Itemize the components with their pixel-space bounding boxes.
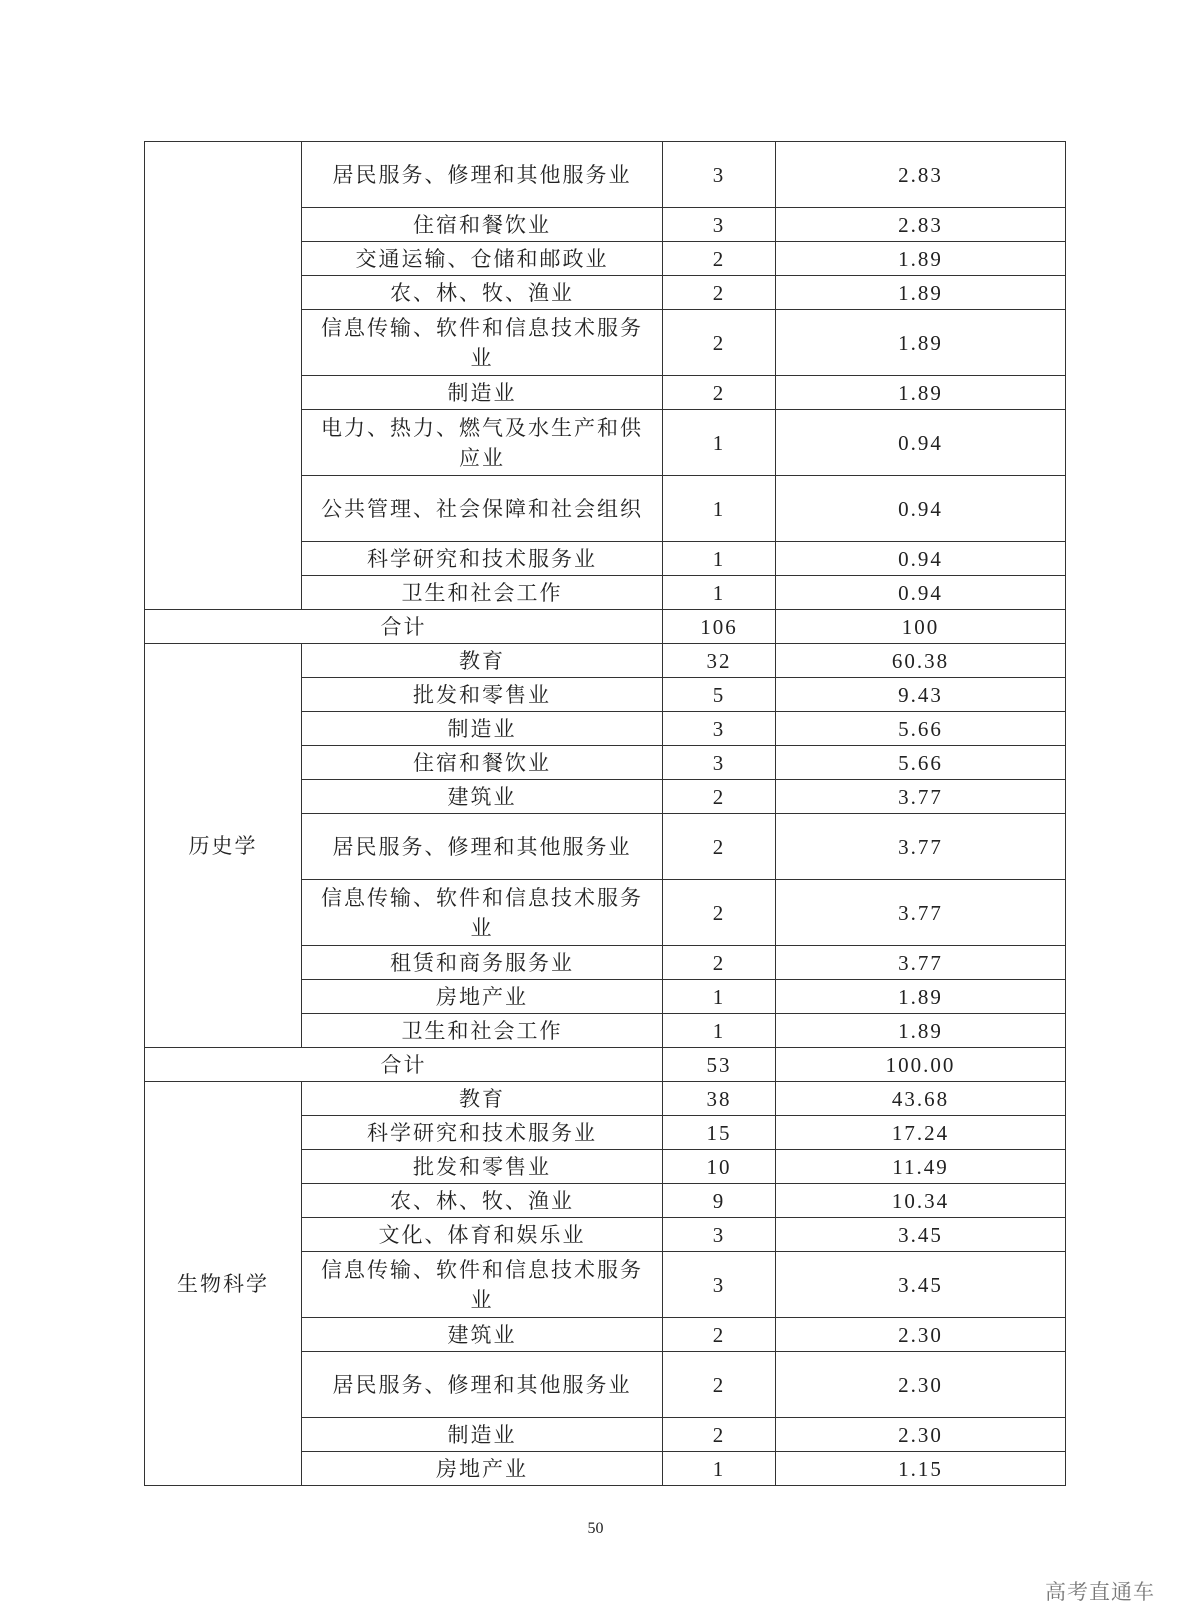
- count-cell: 1: [663, 576, 776, 610]
- count-cell: 10: [663, 1150, 776, 1184]
- count-cell: 3: [663, 1252, 776, 1318]
- industry-cell: 公共管理、社会保障和社会组织: [302, 476, 663, 542]
- industry-cell: 电力、热力、燃气及水生产和供应业: [302, 410, 663, 476]
- count-cell: 38: [663, 1082, 776, 1116]
- employment-industry-table: [144, 141, 1066, 1486]
- industry-cell: 批发和零售业: [302, 1150, 663, 1184]
- percent-cell: 3.77: [776, 814, 1066, 880]
- industry-cell: 建筑业: [302, 1318, 663, 1352]
- percent-cell: 0.94: [776, 542, 1066, 576]
- percent-cell: 0.94: [776, 576, 1066, 610]
- percent-cell: 2.30: [776, 1352, 1066, 1418]
- table-row: [145, 1082, 1066, 1116]
- count-cell: 3: [663, 746, 776, 780]
- industry-cell: 信息传输、软件和信息技术服务业: [302, 880, 663, 946]
- count-cell: 1: [663, 410, 776, 476]
- count-cell: 1: [663, 476, 776, 542]
- percent-cell: 1.89: [776, 376, 1066, 410]
- percent-cell: 17.24: [776, 1116, 1066, 1150]
- percent-cell: 3.77: [776, 780, 1066, 814]
- industry-cell: 农、林、牧、渔业: [302, 1184, 663, 1218]
- percent-cell: 2.83: [776, 208, 1066, 242]
- percent-cell: 9.43: [776, 678, 1066, 712]
- industry-cell: 制造业: [302, 1418, 663, 1452]
- count-cell: 5: [663, 678, 776, 712]
- industry-cell: 科学研究和技术服务业: [302, 1116, 663, 1150]
- percent-cell: 3.45: [776, 1252, 1066, 1318]
- industry-cell: 租赁和商务服务业: [302, 946, 663, 980]
- count-cell: 2: [663, 814, 776, 880]
- industry-cell: 建筑业: [302, 780, 663, 814]
- industry-cell: 批发和零售业: [302, 678, 663, 712]
- major-cell: [145, 142, 302, 610]
- major-cell: 生物科学: [145, 1082, 302, 1486]
- total-count: 53: [663, 1048, 776, 1082]
- count-cell: 3: [663, 208, 776, 242]
- percent-cell: 1.89: [776, 980, 1066, 1014]
- total-label: 合计: [145, 1048, 663, 1082]
- industry-cell: 住宿和餐饮业: [302, 208, 663, 242]
- industry-cell: 居民服务、修理和其他服务业: [302, 814, 663, 880]
- industry-cell: 信息传输、软件和信息技术服务业: [302, 1252, 663, 1318]
- percent-cell: 5.66: [776, 712, 1066, 746]
- count-cell: 3: [663, 142, 776, 208]
- total-percent: 100.00: [776, 1048, 1066, 1082]
- percent-cell: 11.49: [776, 1150, 1066, 1184]
- percent-cell: 1.89: [776, 1014, 1066, 1048]
- total-count: 106: [663, 610, 776, 644]
- percent-cell: 3.77: [776, 880, 1066, 946]
- industry-cell: 农、林、牧、渔业: [302, 276, 663, 310]
- count-cell: 1: [663, 1452, 776, 1486]
- industry-cell: 制造业: [302, 376, 663, 410]
- count-cell: 2: [663, 276, 776, 310]
- watermark-text: 高考直通车: [1045, 1580, 1155, 1604]
- count-cell: 2: [663, 946, 776, 980]
- percent-cell: 0.94: [776, 410, 1066, 476]
- count-cell: 1: [663, 980, 776, 1014]
- industry-cell: 房地产业: [302, 1452, 663, 1486]
- percent-cell: 1.89: [776, 276, 1066, 310]
- count-cell: 1: [663, 542, 776, 576]
- percent-cell: 5.66: [776, 746, 1066, 780]
- percent-cell: 3.45: [776, 1218, 1066, 1252]
- total-percent: 100: [776, 610, 1066, 644]
- count-cell: 1: [663, 1014, 776, 1048]
- industry-cell: 居民服务、修理和其他服务业: [302, 1352, 663, 1418]
- total-label: 合计: [145, 610, 663, 644]
- count-cell: 15: [663, 1116, 776, 1150]
- count-cell: 2: [663, 1318, 776, 1352]
- percent-cell: 2.30: [776, 1418, 1066, 1452]
- count-cell: 2: [663, 1418, 776, 1452]
- count-cell: 2: [663, 242, 776, 276]
- major-cell: 历史学: [145, 644, 302, 1048]
- industry-cell: 卫生和社会工作: [302, 576, 663, 610]
- total-row: [145, 1048, 1066, 1082]
- industry-cell: 教育: [302, 1082, 663, 1116]
- table-row: [145, 142, 1066, 208]
- percent-cell: 60.38: [776, 644, 1066, 678]
- total-row: [145, 610, 1066, 644]
- industry-cell: 居民服务、修理和其他服务业: [302, 142, 663, 208]
- industry-cell: 交通运输、仓储和邮政业: [302, 242, 663, 276]
- page-number: 50: [587, 1520, 604, 1537]
- industry-cell: 信息传输、软件和信息技术服务业: [302, 310, 663, 376]
- count-cell: 2: [663, 310, 776, 376]
- percent-cell: 43.68: [776, 1082, 1066, 1116]
- count-cell: 32: [663, 644, 776, 678]
- count-cell: 3: [663, 1218, 776, 1252]
- percent-cell: 0.94: [776, 476, 1066, 542]
- industry-cell: 文化、体育和娱乐业: [302, 1218, 663, 1252]
- industry-cell: 住宿和餐饮业: [302, 746, 663, 780]
- percent-cell: 2.30: [776, 1318, 1066, 1352]
- count-cell: 2: [663, 1352, 776, 1418]
- percent-cell: 1.89: [776, 242, 1066, 276]
- percent-cell: 3.77: [776, 946, 1066, 980]
- count-cell: 2: [663, 780, 776, 814]
- count-cell: 2: [663, 376, 776, 410]
- industry-cell: 房地产业: [302, 980, 663, 1014]
- table-row: [145, 644, 1066, 678]
- industry-cell: 制造业: [302, 712, 663, 746]
- count-cell: 9: [663, 1184, 776, 1218]
- count-cell: 3: [663, 712, 776, 746]
- percent-cell: 1.15: [776, 1452, 1066, 1486]
- percent-cell: 1.89: [776, 310, 1066, 376]
- industry-cell: 教育: [302, 644, 663, 678]
- industry-cell: 科学研究和技术服务业: [302, 542, 663, 576]
- count-cell: 2: [663, 880, 776, 946]
- percent-cell: 2.83: [776, 142, 1066, 208]
- percent-cell: 10.34: [776, 1184, 1066, 1218]
- industry-cell: 卫生和社会工作: [302, 1014, 663, 1048]
